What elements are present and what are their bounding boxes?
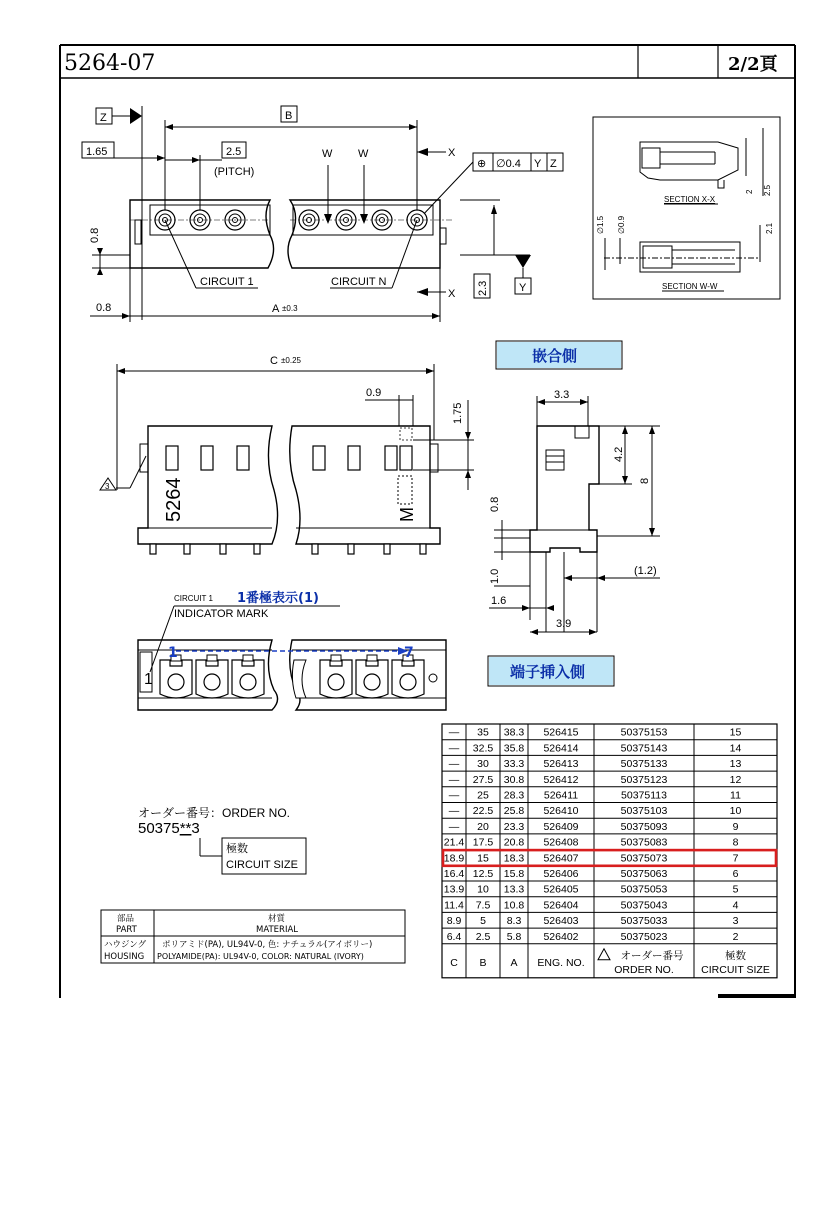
front-window-1 bbox=[166, 446, 178, 470]
table-row bbox=[449, 805, 742, 817]
table-cell: 10 bbox=[477, 883, 489, 896]
table-cell: 11.4 bbox=[444, 899, 464, 912]
section-x-label: SECTION X-X bbox=[664, 195, 716, 204]
table-cell: 526405 bbox=[543, 883, 579, 896]
section-w-dim-21: 2.1 bbox=[765, 222, 774, 234]
dim-b-label: B bbox=[285, 110, 293, 122]
table-cell: 5 bbox=[480, 915, 486, 928]
table-cell: 526402 bbox=[543, 930, 579, 943]
page-number: 2/2頁 bbox=[728, 54, 778, 75]
material-col-part-jp: 部品 bbox=[117, 914, 135, 924]
table-cell: 526409 bbox=[543, 820, 579, 833]
header-size-jp: 極数 bbox=[725, 949, 746, 962]
table-cell: 526406 bbox=[543, 868, 579, 880]
circuit-1-label: CIRCUIT 1 bbox=[200, 276, 254, 288]
table-cell: 16.4 bbox=[443, 868, 465, 880]
dimension-table bbox=[442, 724, 777, 978]
datum-z-label: Z bbox=[100, 112, 107, 124]
top-view bbox=[82, 106, 563, 322]
table-cell: 12.5 bbox=[472, 868, 494, 880]
header-c: C bbox=[450, 956, 458, 969]
table-cell: 50375043 bbox=[620, 899, 668, 912]
table-cell: 23.3 bbox=[503, 820, 525, 833]
section-w-dim-15: ∅1.5 bbox=[596, 215, 605, 234]
table-cell: 3 bbox=[732, 915, 739, 928]
table-cell: 50375123 bbox=[620, 773, 668, 786]
order-size-jp: 極数 bbox=[226, 843, 248, 855]
table-cell: 526407 bbox=[543, 852, 579, 865]
header-order-jp: オーダー番号 bbox=[620, 949, 684, 962]
indicator-end-number: 7 bbox=[404, 645, 414, 661]
front-window-5 bbox=[348, 446, 360, 470]
table-cell: 15 bbox=[477, 852, 489, 865]
tolerance-datum-z: Z bbox=[550, 158, 557, 170]
table-cell: 526412 bbox=[543, 773, 579, 786]
table-row bbox=[449, 758, 742, 770]
table-cell: 17.5 bbox=[472, 836, 494, 849]
tolerance-datum-y: Y bbox=[534, 158, 542, 170]
table-cell: 25 bbox=[477, 789, 489, 802]
mating-side-box bbox=[496, 341, 622, 369]
order-label: オーダー番号：ORDER NO. bbox=[138, 806, 291, 820]
front-window-7 bbox=[400, 446, 412, 470]
header-size-en: CIRCUIT SIZE bbox=[701, 963, 770, 976]
table-cell: 50375113 bbox=[621, 789, 667, 802]
section-x-mark-bottom: X bbox=[448, 288, 456, 300]
header-b: B bbox=[479, 956, 487, 969]
table-cell: 10 bbox=[729, 805, 742, 818]
table-cell: 18.9 bbox=[443, 852, 465, 865]
table-row bbox=[449, 742, 742, 754]
table-row bbox=[447, 931, 739, 943]
front-peg-4 bbox=[254, 544, 260, 554]
front-peg-8 bbox=[420, 544, 426, 554]
housing-mark-code: M bbox=[397, 507, 417, 522]
material-row-mat-jp: ポリアミド(PA), UL94V-0, 色: ナチュラル(アイボリー) bbox=[162, 940, 373, 950]
table-cell: 13.3 bbox=[503, 883, 525, 896]
highlight-row-box bbox=[443, 850, 776, 866]
table-cell: 526413 bbox=[543, 758, 579, 771]
table-cell: 526411 bbox=[543, 789, 579, 802]
section-views bbox=[593, 117, 780, 299]
table-cell: 35 bbox=[477, 726, 489, 739]
cavity-5 bbox=[356, 655, 388, 698]
material-row-part-jp: ハウジング bbox=[104, 940, 147, 950]
order-number-block bbox=[138, 805, 306, 874]
table-cell: — bbox=[448, 758, 460, 771]
table-cell: 50375073 bbox=[620, 852, 668, 865]
table-cell: — bbox=[448, 726, 460, 739]
table-cell: 11 bbox=[730, 789, 741, 802]
table-cell: — bbox=[448, 789, 460, 802]
table-cell: 27.5 bbox=[472, 773, 494, 786]
cavity-3 bbox=[232, 655, 264, 698]
datum-y-label: Y bbox=[519, 282, 527, 294]
table-cell: 38.3 bbox=[503, 726, 525, 739]
circuit-n-label: CIRCUIT N bbox=[331, 276, 387, 288]
table-cell: 18.3 bbox=[503, 852, 525, 865]
indicator-mark-label: INDICATOR MARK bbox=[174, 608, 269, 620]
table-cell: 8.3 bbox=[506, 915, 522, 928]
dim-a-tolerance: ±0.3 bbox=[282, 304, 298, 313]
header-eng-no: ENG. NO. bbox=[537, 956, 585, 969]
dim-c-tolerance: ±0.25 bbox=[281, 356, 301, 365]
table-cell: 7 bbox=[732, 852, 739, 865]
table-cell: 22.5 bbox=[472, 805, 494, 818]
cavity-6 bbox=[392, 655, 424, 698]
drawing-title: 5264-07 bbox=[64, 51, 156, 76]
table-cell: 30.8 bbox=[503, 773, 525, 786]
dim-8-label: 8 bbox=[639, 477, 651, 484]
table-cell: 30 bbox=[477, 758, 489, 771]
table-cell: 32.5 bbox=[472, 742, 494, 755]
table-row bbox=[449, 790, 741, 802]
dim-a-label: A bbox=[272, 303, 280, 315]
dim-10-label: 1.0 bbox=[489, 568, 501, 584]
dim-09-label: 0.9 bbox=[366, 387, 382, 399]
table-row bbox=[447, 915, 739, 927]
table-cell: 50375063 bbox=[620, 868, 668, 880]
table-cell: — bbox=[448, 820, 460, 833]
section-w-dim-09: ∅0.9 bbox=[617, 215, 626, 234]
dim-42-label: 4.2 bbox=[613, 446, 625, 462]
table-cell: — bbox=[448, 805, 460, 818]
table-cell: 5 bbox=[732, 883, 739, 896]
cavity-1 bbox=[160, 655, 192, 698]
header-a: A bbox=[510, 956, 518, 969]
indicator-start-number: 1 bbox=[168, 645, 178, 661]
table-cell: 21.4 bbox=[443, 836, 465, 849]
material-col-part-en: PART bbox=[116, 925, 137, 935]
table-cell: 5.8 bbox=[506, 930, 522, 943]
dim-12-label: (1.2) bbox=[634, 565, 657, 577]
material-col-mat-jp: 材質 bbox=[268, 914, 286, 924]
dim-08-bottom-label: 0.8 bbox=[96, 302, 112, 314]
pitch-label: (PITCH) bbox=[214, 166, 255, 178]
front-window-6 bbox=[385, 446, 397, 470]
insert-side-label: 端子挿入側 bbox=[510, 663, 586, 681]
table-cell: 25.8 bbox=[503, 805, 525, 818]
indicator-jp-label: 1番極表示(1) bbox=[237, 591, 319, 606]
table-cell: — bbox=[448, 742, 460, 755]
note-triangle-number: 3 bbox=[105, 482, 110, 491]
indicator-view bbox=[138, 590, 446, 710]
table-cell: 50375053 bbox=[620, 883, 668, 896]
header-order-en: ORDER NO. bbox=[614, 963, 674, 976]
dim-33-label: 3.3 bbox=[554, 389, 570, 401]
table-cell: 14 bbox=[729, 742, 742, 755]
table-cell: 2.5 bbox=[475, 930, 491, 943]
front-peg-7 bbox=[384, 544, 390, 554]
table-cell: 526415 bbox=[543, 726, 579, 739]
table-cell: 33.3 bbox=[503, 758, 525, 771]
section-x-mark-top: X bbox=[448, 147, 456, 159]
table-cell: 10.8 bbox=[503, 899, 525, 912]
table-cell: 20.8 bbox=[503, 836, 525, 849]
table-row bbox=[449, 727, 742, 739]
section-x-dim-2: 2 bbox=[745, 189, 754, 194]
order-number-prefix: 50375 bbox=[138, 820, 180, 837]
table-cell: 2 bbox=[732, 930, 739, 943]
front-window-3 bbox=[237, 446, 249, 470]
dim-16-label: 1.6 bbox=[491, 595, 507, 607]
dim-08-left-label: 0.8 bbox=[89, 227, 101, 243]
table-cell: 50375143 bbox=[620, 742, 668, 755]
front-view bbox=[100, 355, 474, 554]
dim-23-label: 2.3 bbox=[477, 280, 489, 296]
table-cell: 8 bbox=[732, 836, 739, 849]
table-cell: 50375033 bbox=[620, 915, 668, 928]
table-cell: 50375133 bbox=[620, 758, 668, 771]
table-cell: 15.8 bbox=[503, 868, 525, 880]
table-cell: 13 bbox=[729, 758, 742, 771]
svg-text:50375**3 bbox=[138, 820, 200, 837]
indicator-left-number: 1 bbox=[144, 671, 153, 688]
dim-c-label: C bbox=[270, 355, 278, 367]
mating-side-label: 嵌合側 bbox=[532, 347, 578, 365]
table-cell: 13.9 bbox=[443, 883, 465, 896]
section-w-label: SECTION W-W bbox=[662, 282, 718, 291]
table-cell: 7.5 bbox=[475, 899, 491, 912]
front-peg-5 bbox=[312, 544, 318, 554]
table-cell: 50375103 bbox=[620, 805, 668, 818]
order-number-mark: ** bbox=[179, 820, 192, 837]
table-cell: 6.4 bbox=[446, 930, 462, 943]
table-cell: 28.3 bbox=[503, 789, 525, 802]
table-cell: 526410 bbox=[543, 805, 579, 818]
housing-marking: 5264 bbox=[163, 477, 185, 522]
tolerance-symbol: ⊕ bbox=[477, 158, 487, 170]
cavity-2 bbox=[196, 655, 228, 698]
table-row bbox=[449, 774, 742, 786]
material-row-mat-en: POLYAMIDE(PA): UL94V-0, COLOR: NATURAL (IVORY) bbox=[157, 952, 364, 961]
front-peg-1 bbox=[150, 544, 156, 554]
cavity-4 bbox=[320, 655, 352, 698]
table-cell: 50375023 bbox=[620, 930, 668, 943]
table-cell: 4 bbox=[732, 899, 739, 912]
table-cell: 50375153 bbox=[620, 726, 668, 739]
table-cell: 15 bbox=[729, 726, 742, 739]
table-cell: 9 bbox=[732, 820, 739, 833]
front-peg-3 bbox=[220, 544, 226, 554]
dim-side-08-label: 0.8 bbox=[489, 496, 501, 512]
table-cell: 50375093 bbox=[620, 820, 668, 833]
dim-25-label: 2.5 bbox=[226, 146, 242, 158]
table-cell: 526408 bbox=[543, 836, 579, 849]
order-number-suffix: 3 bbox=[191, 820, 200, 837]
dim-165-label: 1.65 bbox=[86, 146, 108, 158]
section-w-mark-1: W bbox=[322, 148, 333, 160]
table-cell: 6 bbox=[732, 868, 739, 880]
dim-175-label: 1.75 bbox=[452, 402, 464, 424]
material-table bbox=[101, 910, 405, 963]
dim-39-label: 3.9 bbox=[556, 618, 572, 630]
front-window-4 bbox=[313, 446, 325, 470]
tolerance-value: ∅0.4 bbox=[496, 158, 521, 170]
table-cell: 20 bbox=[477, 820, 489, 833]
table-cell: 526404 bbox=[543, 899, 579, 912]
section-x-dim-25: 2.5 bbox=[763, 184, 772, 196]
indicator-circuit1: CIRCUIT 1 bbox=[174, 594, 213, 603]
order-size-en: CIRCUIT SIZE bbox=[226, 859, 298, 871]
table-cell: — bbox=[448, 773, 460, 786]
insert-side-box bbox=[488, 656, 614, 686]
table-cell: 8.9 bbox=[446, 915, 462, 928]
table-cell: 526414 bbox=[543, 742, 579, 755]
table-cell: 50375083 bbox=[620, 836, 668, 849]
side-view bbox=[489, 389, 660, 635]
front-peg-2 bbox=[184, 544, 190, 554]
front-window-2 bbox=[201, 446, 213, 470]
material-col-mat-en: MATERIAL bbox=[256, 925, 299, 935]
front-peg-6 bbox=[348, 544, 354, 554]
table-cell: 12 bbox=[729, 773, 742, 786]
table-cell: 35.8 bbox=[503, 742, 525, 755]
table-cell: 526403 bbox=[543, 915, 579, 928]
material-row-part-en: HOUSING bbox=[104, 952, 145, 962]
section-w-mark-2: W bbox=[358, 148, 369, 160]
